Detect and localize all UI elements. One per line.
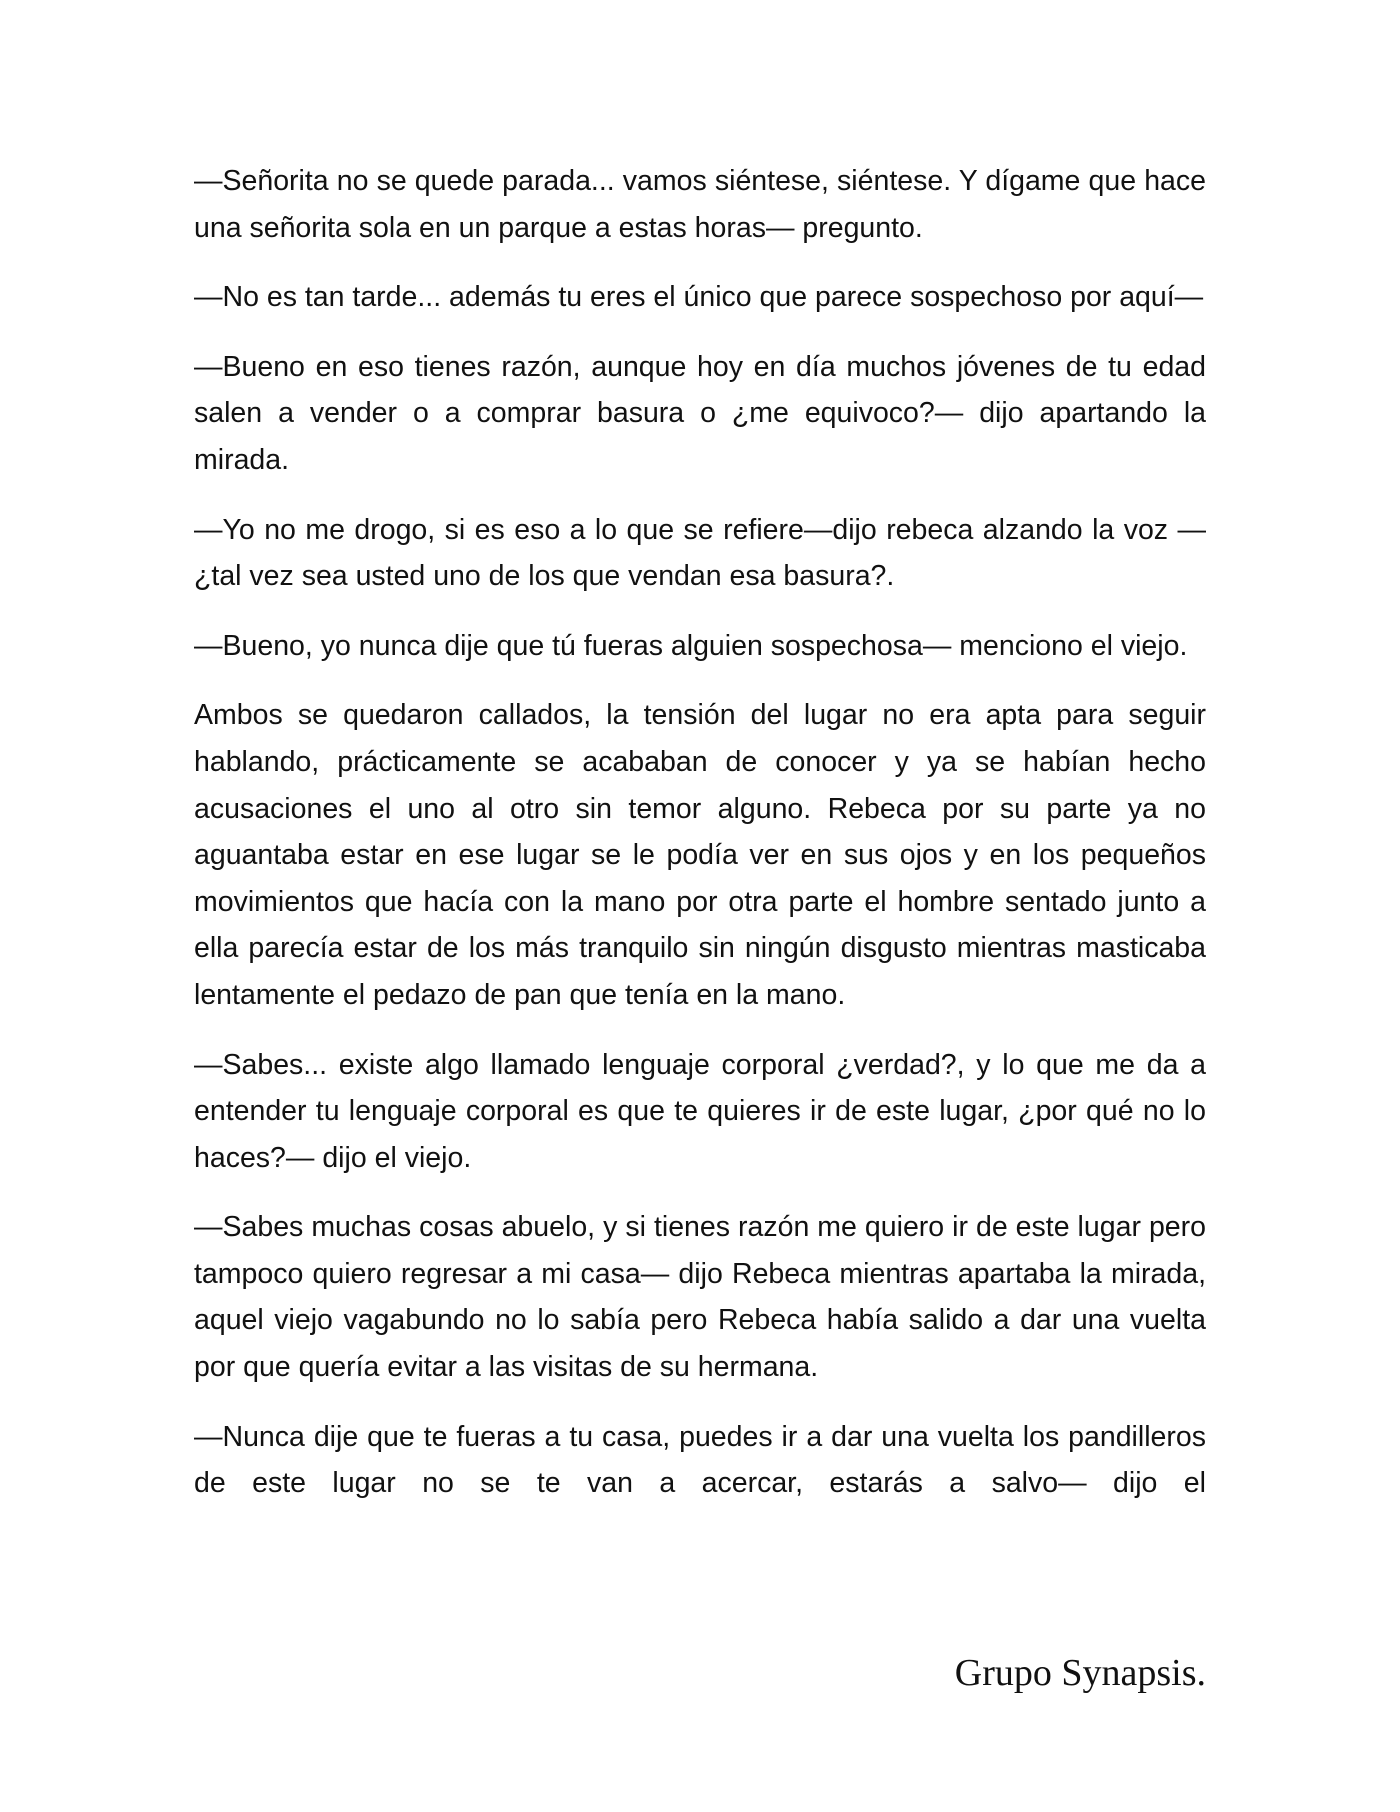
paragraph: —Sabes... existe algo llamado lenguaje corporal ¿verdad?, y lo que me da a entender tu lenguaje corporal es que te quieres ir de este lugar, ¿por qué no lo haces?— dijo el viejo. [194,1048,1206,1174]
paragraph: —Yo no me drogo, si es eso a lo que se refiere—dijo rebeca alzando la voz —¿tal vez sea usted uno de los que vendan esa basura?. [194,513,1206,593]
paragraph: —Bueno, yo nunca dije que tú fueras alguien sospechosa— menciono el viejo. [194,629,1188,662]
paragraph: Ambos se quedaron callados, la tensión del lugar no era apta para seguir hablando, prácticamente se acababan de conocer y ya se habían hecho acusaciones el uno al otro sin temor alguno. Rebeca por su parte ya no aguantaba estar en ese lugar se le podía ver en sus ojos y en los pequeños movimientos que hacía con la mano por otra parte el hombre sentado junto a ella parecía estar de los más tranquilo sin ningún disgusto mientras masticaba lentamente el pedazo de pan que tenía en la mano. [194,699,1206,1011]
paragraph: —Sabes muchas cosas abuelo, y si tienes razón me quiero ir de este lugar pero tampoco quiero regresar a mi casa— dijo Rebeca mientras apartaba la mirada, aquel viejo vagabundo no lo sabía pero Rebeca había salido a dar una vuelta por que quería evitar a las visitas de su hermana. [194,1211,1206,1384]
footer-signature: Grupo Synapsis. [954,1652,1206,1694]
paragraph: —Bueno en eso tienes razón, aunque hoy en día muchos jóvenes de tu edad salen a vender o a comprar basura o ¿me equivoco?— dijo apartando la mirada. [194,350,1206,476]
body-text [194,158,1206,1530]
paragraph: —No es tan tarde... además tu eres el único que parece sospechoso por aquí— [194,281,1204,314]
paragraph: —Nunca dije que te fueras a tu casa, puedes ir a dar una vuelta los pandilleros de este lugar no se te van a acercar, estarás a salvo— dijo el [194,1420,1206,1500]
paragraph: —Señorita no se quede parada... vamos siéntese, siéntese. Y dígame que hace una señorita sola en un parque a estas horas— pregunto. [194,165,1206,244]
